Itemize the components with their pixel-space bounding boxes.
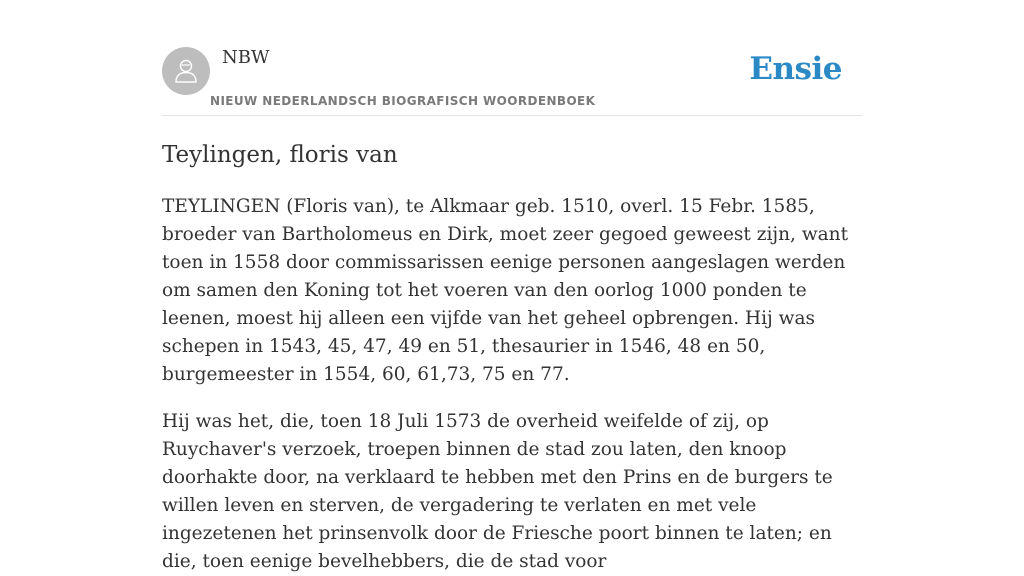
source-header [162, 0, 862, 116]
content-container [162, 0, 862, 576]
article-paragraph: TEYLINGEN (Floris van), te Alkmaar geb. 1510, overl. 15 Febr. 1585, broeder van Bartholomeus en Dirk, moet zeer gegoed geweest zijn, want toen in 1558 door commissarissen eenige personen aangeslagen werden om samen den Koning tot het voeren van den oorlog 1000 ponden te leenen, moest hij alleen een vijfde van het geheel opbrengen. Hij was schepen in 1543, 45, 47, 49 en 51, thesaurier in 1546, 48 en 50, burgemeester in 1554, 60, 61,73, 75 en 77. [162, 196, 849, 385]
article-title: Teylingen, floris van [162, 142, 398, 168]
user-icon [172, 57, 200, 85]
source-full-name: NIEUW NEDERLANDSCH BIOGRAFISCH WOORDENBOEK [210, 94, 596, 108]
source-avatar[interactable] [162, 47, 210, 95]
article-body [162, 193, 862, 576]
source-name-link[interactable]: NBW [222, 47, 270, 68]
brand-logo[interactable]: Ensie [749, 51, 842, 87]
article-paragraph: Hij was het, die, toen 18 Juli 1573 de overheid weifelde of zij, op Ruychaver's verzoek, troepen binnen de stad zou laten, den knoop doorhakte door, na verklaard te hebben met den Prins en de burgers te willen leven en sterven, de vergadering te verlaten en met vele ingezetenen het prinsenvolk door de Friesche poort binnen te laten; en die, toen eenige bevelhebbers, die de stad voor [162, 411, 833, 572]
